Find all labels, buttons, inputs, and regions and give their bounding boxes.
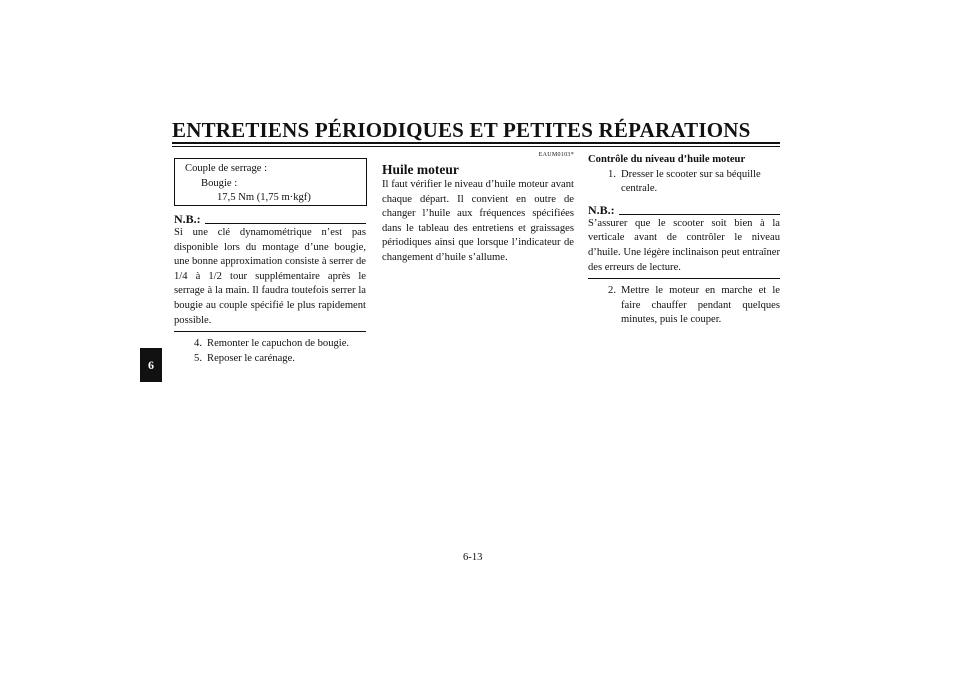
column-1 bbox=[174, 158, 366, 366]
list-item bbox=[174, 352, 366, 367]
note-rule bbox=[619, 214, 780, 215]
note-rule bbox=[205, 223, 366, 224]
note-label: N.B.: bbox=[174, 212, 201, 226]
page-header-title: ENTRETIENS PÉRIODIQUES ET PETITES RÉPARATIONS bbox=[172, 118, 751, 142]
torque-spec-box bbox=[174, 158, 367, 206]
step-text: Reposer le carénage. bbox=[207, 352, 295, 364]
column-3 bbox=[588, 153, 780, 328]
section-body: Il faut vérifier le niveau d’huile moteur avant chaque départ. Il convient en outre de changer l’huile aux fréquences spécifiées dans le tableau des entretiens et graissages périodiques ainsi que lorsque l’indicateur de changement d’huile s’allume. bbox=[382, 179, 574, 263]
note-label: N.B.: bbox=[588, 202, 615, 217]
header-rule-thin bbox=[172, 146, 780, 147]
note-header bbox=[588, 203, 780, 217]
note-text: S’assurer que le scooter soit bien à la verticale avant de contrôler le niveau d’huile. Une légère inclinaison peut entraîner des erreurs de lecture. bbox=[588, 217, 780, 279]
list-item bbox=[174, 337, 366, 352]
section-code: EAUM0103* bbox=[538, 152, 574, 158]
step-text: Mettre le moteur en marche et le faire chauffer pendant quelques minutes, puis le couper. bbox=[621, 285, 780, 326]
section-title: Huile moteur bbox=[382, 162, 459, 177]
spec-line-3: 17,5 Nm (1,75 m·kgf) bbox=[217, 192, 311, 204]
step-number: 2. bbox=[608, 285, 616, 297]
step-number: 1. bbox=[608, 168, 616, 180]
page-number: 6-13 bbox=[463, 552, 483, 563]
list-item bbox=[588, 284, 780, 328]
note-header bbox=[174, 212, 366, 226]
list-item bbox=[588, 168, 780, 197]
step-number: 5. bbox=[194, 352, 202, 364]
step-list bbox=[174, 337, 366, 366]
step-number: 4. bbox=[194, 338, 202, 350]
step-text: Dresser le scooter sur sa béquille centrale. bbox=[621, 168, 761, 195]
spec-line-1: Couple de serrage : bbox=[185, 163, 268, 174]
column-2 bbox=[382, 152, 574, 266]
step-text: Remonter le capuchon de bougie. bbox=[207, 338, 350, 350]
chapter-tab: 6 bbox=[140, 348, 162, 382]
spec-line-2: Bougie : bbox=[201, 177, 238, 189]
header-rule-thick bbox=[172, 142, 780, 144]
note-text: Si une clé dynamométrique n’est pas disponible lors du montage d’une bougie, une bonne approximation consiste à serrer de 1/4 à 1/2 tour supplémentaire après le serrage à la main. Il faudra toutefois serrer la bougie au couple spécifié le plus rapidement possible. bbox=[174, 226, 366, 332]
subsection-title: Contrôle du niveau d’huile moteur bbox=[588, 154, 746, 165]
